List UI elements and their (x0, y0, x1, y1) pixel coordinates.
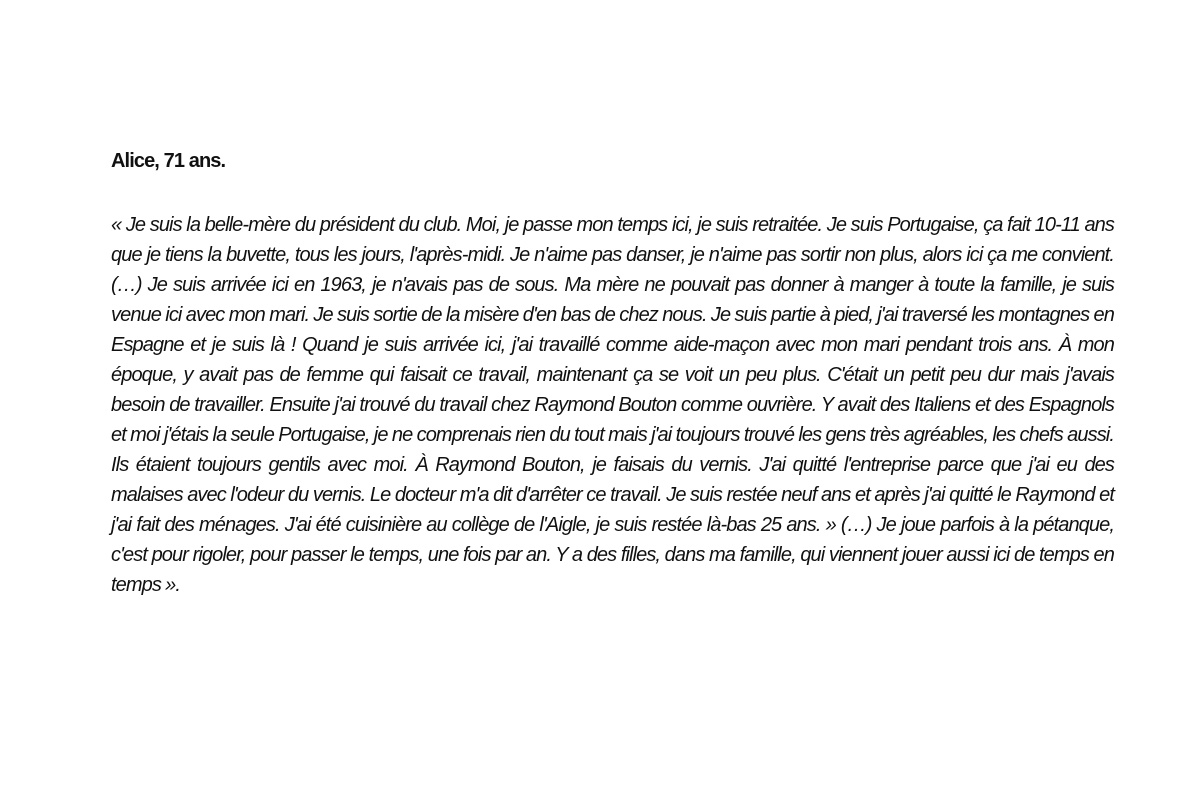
testimony-quote: « Je suis la belle-mère du président du club. Moi, je passe mon temps ici, je suis retraitée. Je suis Portugaise, ça fait 10-11 ans que je tiens la buvette, tous les jours, l'après-midi. Je n'aime pas danser, je n'aime pas sortir non plus, alors ici ça me convient. (…) Je suis arrivée ici en 1963, je n'avais pas de sous. Ma mère ne pouvait pas donner à manger à toute la famille, je suis venue ici avec mon mari. Je suis sortie de la misère d'en bas de chez nous. Je suis partie à pied, j'ai traversé les montagnes en Espagne et je suis là ! Quand je suis arrivée ici, j'ai travaillé comme aide-maçon avec mon mari pendant trois ans. À mon époque, y avait pas de femme qui faisait ce travail, maintenant ça se voit un peu plus. C'était un petit peu dur mais j'avais besoin de travailler. Ensuite j'ai trouvé du travail chez Raymond Bouton comme ouvrière. Y avait des Italiens et des Espagnols et moi j'étais la seule Portugaise, je ne comprenais rien du tout mais j'ai toujours trouvé les gens très agréables, les chefs aussi. Ils étaient toujours gentils avec moi. À Raymond Bouton, je faisais du vernis. J'ai quitté l'entreprise parce que j'ai eu des malaises avec l'odeur du vernis. Le docteur m'a dit d'arrêter ce travail. Je suis restée neuf ans et après j'ai quitté le Raymond et j'ai fait des ménages. J'ai été cuisinière au collège de l'Aigle, je suis restée là-bas 25 ans. » (…) Je joue parfois à la pétanque, c'est pour rigoler, pour passer le temps, une fois par an. Y a des filles, dans ma famille, qui viennent jouer aussi ici de temps en temps ». (111, 214, 1114, 596)
speaker-heading: Alice, 71 ans. (111, 150, 226, 172)
